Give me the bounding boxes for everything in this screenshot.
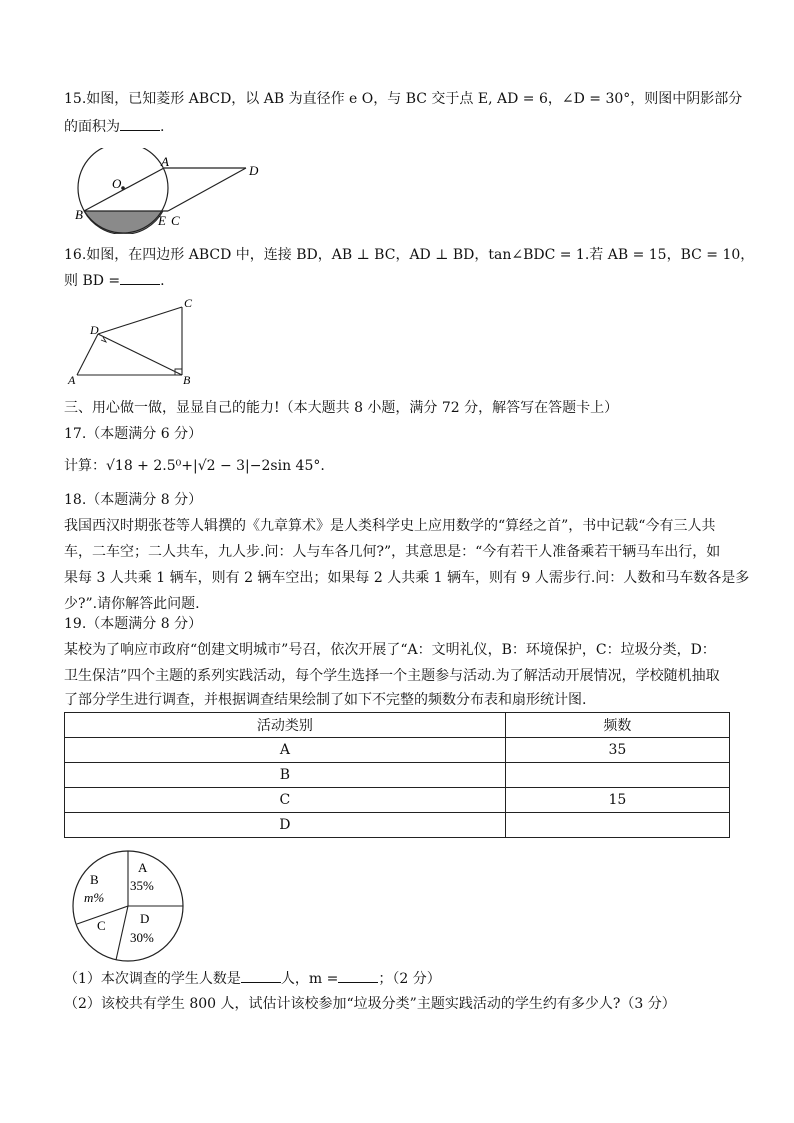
table-cell-frequency: [505, 813, 729, 838]
q18-text-line-1: 我国西汉时期张苍等人辑撰的《九章算术》是人类科学史上应用数学的“算经之首”，书中记载“今有三人共: [64, 518, 716, 534]
pie-label-d: D: [140, 911, 150, 926]
q19-subquestion-2: （2）该校共有学生 800 人，试估计该校参加“垃圾分类”主题实践活动的学生约有多少人?（3 分）: [64, 996, 676, 1012]
q15-label-e: E: [158, 213, 166, 228]
q18-text-line-2: 车，二车空；二人共车，九人步.问：人与车各几何?”，其意思是：“今有若干人准备乘若干辆马车出行，如: [64, 544, 721, 560]
q15-center-dot: [121, 186, 125, 190]
pie-pct-b: m%: [84, 890, 105, 905]
q15-label-o: O: [112, 176, 122, 191]
table-cell-frequency: 35: [505, 738, 729, 763]
q18-title: 18.（本题满分 8 分）: [64, 492, 203, 508]
q17-title: 17.（本题满分 6 分）: [64, 426, 203, 442]
q16-segment-ad: [77, 334, 98, 375]
q19-blank-student-count: [241, 970, 281, 983]
q16-line-2: [64, 272, 165, 290]
table-header-row: [65, 713, 730, 738]
q16-figure: [62, 296, 202, 388]
q15-answer-blank: [120, 118, 160, 131]
q15-line-2: [64, 118, 164, 136]
q19-frequency-table: [64, 712, 730, 838]
table-row: [65, 813, 730, 838]
q18-text-line-4: 少?”.请你解答此问题.: [64, 596, 200, 612]
q16-line-1: 16.如图，在四边形 ABCD 中，连接 BD，AB ⊥ BC，AD ⊥ BD，tan∠BDC = 1.若 AB = 15，BC = 10，: [64, 247, 755, 263]
q15-segment-ab: [84, 168, 164, 211]
q19-blank-m: [338, 970, 378, 983]
table-cell-frequency: [505, 763, 729, 788]
q19-text-line-1: 某校为了响应市政府“创建文明城市”号召，依次开展了“A：文明礼仪，B：环境保护，C：垃圾分类，D：: [64, 642, 716, 658]
q19-sub1-part-a: （1）本次调查的学生人数是: [64, 971, 241, 987]
q19-sub1-part-c: ；（2 分）: [378, 971, 441, 987]
pie-label-a: A: [138, 860, 148, 875]
pie-label-b: B: [90, 872, 99, 887]
q16-label-b: B: [183, 373, 191, 387]
q16-segment-bd: [98, 334, 182, 375]
q15-line-2-text: 的面积为: [64, 119, 120, 135]
q16-segment-dc: [98, 307, 182, 334]
q16-line-2-end: .: [160, 273, 165, 289]
table-row: [65, 763, 730, 788]
q16-label-a: A: [68, 373, 76, 387]
table-row: [65, 788, 730, 813]
q19-subquestion-1: [64, 970, 441, 988]
q19-sub1-part-b: 人，m =: [280, 971, 339, 987]
q16-label-d: D: [90, 323, 99, 337]
table-row: [65, 738, 730, 763]
table-header-category: 活动类别: [65, 713, 506, 738]
q15-label-b: B: [75, 207, 83, 222]
q15-line-1: 15.如图，已知菱形 ABCD，以 AB 为直径作 e O，与 BC 交于点 E, AD = 6，∠D = 30°，则图中阴影部分: [64, 91, 743, 107]
q15-label-c: C: [171, 213, 180, 228]
table-cell-category: A: [65, 738, 506, 763]
q16-answer-blank: [120, 272, 160, 285]
q15-line-2-end: .: [160, 119, 165, 135]
q16-label-c: C: [184, 296, 193, 310]
pie-label-c: C: [97, 918, 106, 933]
table-cell-category: B: [65, 763, 506, 788]
q15-segment-dc: [168, 168, 246, 211]
q19-text-line-3: 了部分学生进行调查，并根据调查结果绘制了如下不完整的频数分布表和扇形统计图.: [64, 692, 587, 708]
table-cell-category: C: [65, 788, 506, 813]
q18-text-line-3: 果每 3 人共乘 1 辆车，则有 2 辆车空出；如果每 2 人共乘 1 辆车，则有 9 人需步行.问：人数和马车数各是多: [64, 570, 750, 586]
section-3-heading: 三、用心做一做，显显自己的能力!（本大题共 8 小题，满分 72 分，解答写在答题卡上）: [64, 400, 619, 416]
q15-label-a: A: [161, 154, 169, 169]
q17-expression: 计算：√18 + 2.5⁰+|√2 − 3|−2sin 45°.: [64, 458, 325, 474]
q19-title: 19.（本题满分 8 分）: [64, 616, 203, 632]
q19-text-line-2: 卫生保洁”四个主题的系列实践活动，每个学生选择一个主题参与活动.为了解活动开展情况，学校随机抽取: [64, 668, 720, 684]
q15-figure: [70, 148, 270, 234]
pie-pct-a: 35%: [130, 878, 154, 893]
q19-pie-chart: [70, 848, 190, 968]
table-header-frequency: 频数: [505, 713, 729, 738]
table-cell-frequency: 15: [505, 788, 729, 813]
q16-line-2-text: 则 BD =: [64, 273, 121, 289]
table-cell-category: D: [65, 813, 506, 838]
q15-label-d: D: [249, 163, 259, 178]
pie-pct-d: 30%: [130, 930, 154, 945]
